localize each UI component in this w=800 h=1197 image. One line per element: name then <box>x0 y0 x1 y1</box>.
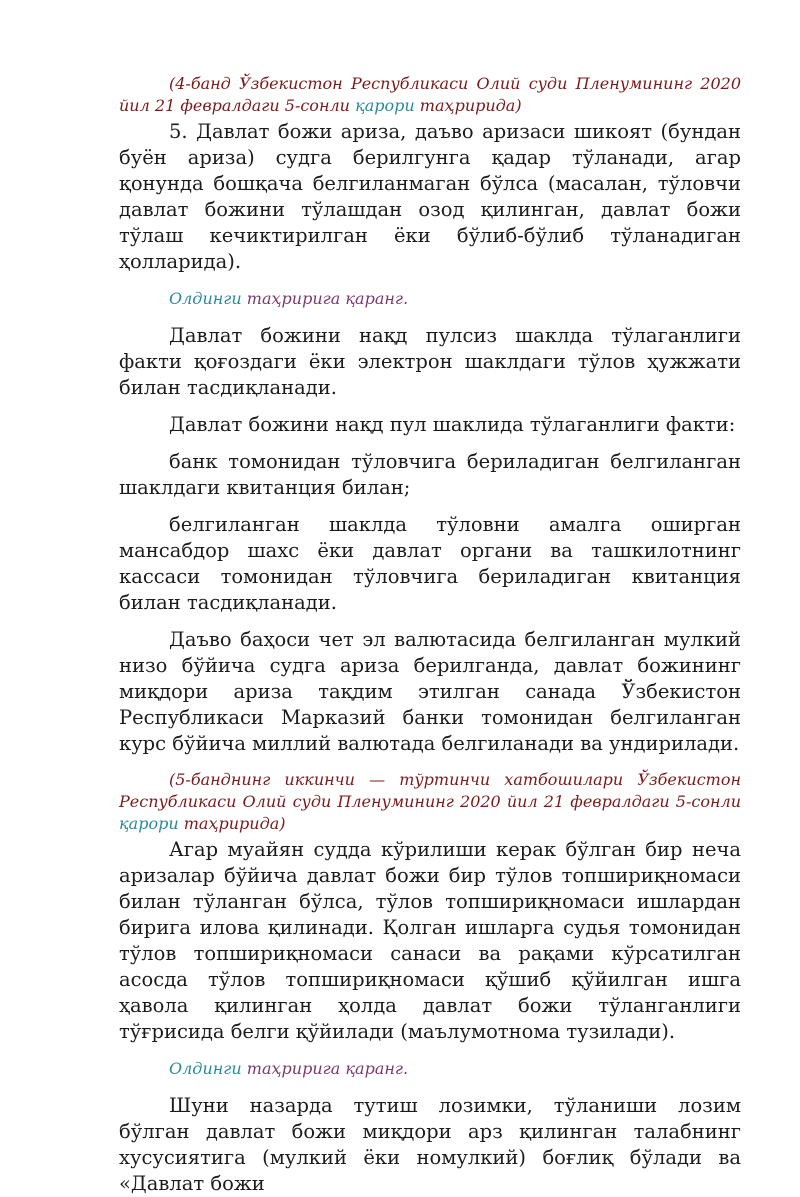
paragraph-duty-amount: Шуни назарда тутиш лозимки, тўланиши лозим бўлган давлат божи миқдори арз қилинган талабнинг хусусиятига (мулкий ёки номулкий) боғлиқ бўлади ва «Давлат божи <box>119 1094 741 1195</box>
paragraph-5: 5. Давлат божи ариза, даъво аризаси шикоят (бундан буён ариза) судга берилгунга қадар тўланади, агар қонунда бошқача белгиланмаган бўлса (масалан, тўловчи давлат божини тўлашдан озод қилинган, давлат божи тўлаш кечиктирилган ёки бўлиб-бўлиб тўланадиган ҳолларида). <box>119 120 741 273</box>
amendment-note: (5-банднинг иккинчи — тўртинчи хатбошилари Ўзбекистон Республикаси Олий суди Пленумининг 2020 йил 21 февралдаги 5-сонли қарори таҳририда) <box>119 770 741 833</box>
paragraph-cash-payment: Давлат божини нақд пул шаклида тўлаганлиги факти: <box>169 413 736 436</box>
decision-link[interactable]: қарори <box>355 96 415 115</box>
document-body <box>119 73 741 1197</box>
paragraph-bank-receipt: банк томонидан тўловчига бериладиган белгиланган шаклдаги квитанция билан; <box>119 450 741 499</box>
paragraph-official-receipt: белгиланган шаклда тўловни амалга оширган мансабдор шахс ёки давлат органи ва ташкилотнинг кассаси томонидан тўловчига бериладиган квитанция билан тасдиқланади. <box>119 513 741 614</box>
paragraph-cashless-payment: Давлат божини нақд пулсиз шаклда тўлаганлиги факти қоғоздаги ёки электрон шаклдаги тўлов ҳужжати билан тасдиқланади. <box>119 324 741 399</box>
amendment-note: (4-банд Ўзбекистон Республикаси Олий суди Пленумининг 2020 йил 21 февралдаги 5-сонли қарори таҳририда) <box>119 74 741 115</box>
paragraph-foreign-currency: Даъво баҳоси чет эл валютасида белгиланган мулкий низо бўйича судга ариза берилганда, давлат божининг миқдори ариза тақдим этилган санада Ўзбекистон Республикаси Марказий банки томонидан белгиланган курс бўйича миллий валютада белгиланади ва ундирилади. <box>119 628 741 755</box>
decision-link[interactable]: қарори <box>119 814 179 833</box>
previous-edition-link[interactable]: Олдинги таҳририга қаранг. <box>169 289 409 308</box>
paragraph-multiple-claims: Агар муайян судда кўрилиши керак бўлган бир неча аризалар бўйича давлат божи бир тўлов топшириқномаси билан тўланган бўлса, тўлов топшириқномаси ишлардан бирига илова қилинади. Қолган ишларга судья томонидан тўлов топшириқномаси санаси ва рақами кўрсатилган асосда тўлов топшириқномаси қўшиб қўйилган ишга ҳавола қилинган ҳолда давлат божи тўланганлиги тўғрисида белги қўйилади (маълумотнома тузилади). <box>119 838 741 1043</box>
previous-edition-link[interactable]: Олдинги таҳририга қаранг. <box>169 1059 409 1078</box>
